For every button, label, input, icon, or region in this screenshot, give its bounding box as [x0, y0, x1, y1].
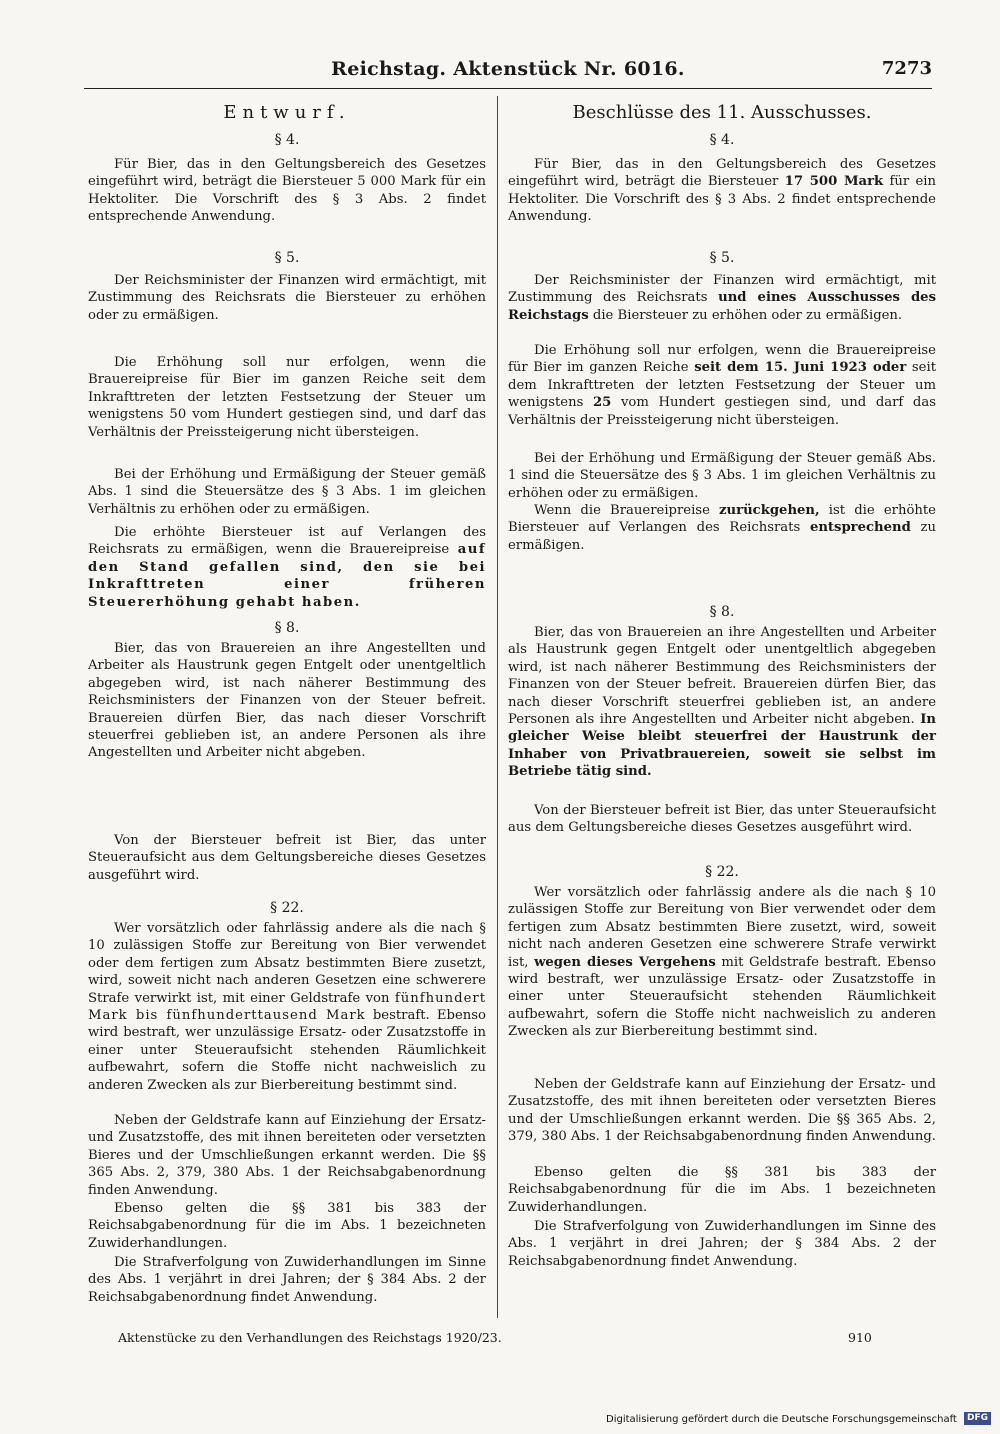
text-run: Wer vorsätzlich oder fahrlässig andere als die nach § 10 zulässigen Stoffe zur Bereitung von Bier verwendet oder dem fertigen zum Absatz bestimmten Biere zusetzt, wird, soweit nicht nach anderen Gesetzen eine schwerere Strafe verwirkt ist,: [508, 885, 936, 970]
text-run: ist die erhöhte Biersteuer auf Verlangen des Reichsrats: [508, 503, 936, 536]
bold-text: seit dem 15. Juni 1923 oder: [694, 360, 907, 376]
sheet-number: 910: [848, 1330, 872, 1345]
text-run: Bier, das von Brauereien an ihre Angestellten und Arbeiter als Haustrunk gegen Entgelt oder unentgeltlich abgegeben wird, ist nach näherer Bestimmung des Reichsministers der Finanzen von der Steuer befreit. Brauereien dürfen Bier, das nach dieser Vorschrift steuerfrei geblieben ist, an andere Personen als ihre Angestellten und Arbeiter nicht abgeben.: [508, 625, 936, 728]
paragraph: Bier, das von Brauereien an ihre Angestellten und Arbeiter als Haustrunk gegen Entgelt oder unentgeltlich abgegeben wird, ist nach näherer Bestimmung des Reichsministers der Finanzen von der Steuer befreit. Brauereien dürfen Bier, das nach dieser Vorschrift steuerfrei geblieben ist, an andere Personen als ihre Angestellten und Arbeiter nicht abgeben.: [88, 641, 486, 761]
text-run: vom Hundert gestiegen sind, und darf das Verhältnis der Preissteigerung nicht übersteigen.: [508, 395, 936, 428]
paragraph: [508, 272, 936, 342]
draft-column: [88, 100, 486, 1306]
bold-text: wegen dieses Vergehens: [534, 954, 716, 970]
text-run: seit dem Inkrafttreten der letzten Festsetzung der Steuer um wenigstens: [508, 360, 936, 411]
running-title: Reichstag. Aktenstück Nr. 6016.: [331, 58, 685, 80]
section-heading: § 22.: [270, 900, 304, 916]
column-title: Entwurf.: [223, 102, 351, 123]
section-heading: § 8.: [274, 620, 300, 636]
column-divider: [497, 96, 498, 1318]
paragraph: Neben der Geldstrafe kann auf Einziehung der Ersatz- und Zusatzstoffe, des mit ihnen bereiteten oder versetzten Bieres und der Umschließungen erkannt werden. Die §§ 365 Abs. 2, 379, 380 Abs. 1 der Reichsabgabenordnung finden Anwendung.: [508, 1077, 936, 1145]
section-heading: § 8.: [709, 604, 735, 620]
section-heading: § 4.: [709, 132, 735, 148]
paragraph: Neben der Geldstrafe kann auf Einziehung der Ersatz- und Zusatzstoffe, des mit ihnen bereiteten oder versetzten Bieres und der Umschließungen erkannt werden. Die §§ 365 Abs. 2, 379, 380 Abs. 1 der Reichsabgabenordnung finden Anwendung.: [88, 1113, 486, 1198]
page-header: [84, 56, 932, 89]
column-title: Beschlüsse des 11. Ausschusses.: [572, 102, 872, 123]
dfg-logo-icon: DFG: [964, 1412, 991, 1425]
text-run: Wenn die Brauereipreise: [534, 503, 720, 518]
text-run: für ein Hektoliter. Die Vorschrift des § 3 Abs. 2 findet entsprechende Anwendung.: [508, 174, 937, 225]
text-run: zu ermäßigen.: [508, 520, 936, 553]
page-number: 7273: [881, 58, 932, 79]
paragraph: [88, 920, 486, 1112]
paragraph: Bei der Erhöhung und Ermäßigung der Steuer gemäß Abs. 1 sind die Steuersätze des § 3 Abs. 1 im gleichen Verhältnis zu erhöhen oder zu ermäßigen.: [508, 451, 936, 501]
paragraph: [508, 156, 936, 250]
paragraph: Von der Biersteuer befreit ist Bier, das unter Steueraufsicht aus dem Geltungsbereiche dieses Gesetzes ausgeführt wird.: [508, 803, 936, 836]
text-run: mit Geldstrafe bestraft. Ebenso wird bestraft, wer unzulässige Ersatz- oder Zusatzstoffe in einer unter Steueraufsicht stehenden Räumlichkeit aufbewahrt, sofern die Stoffe nicht nachweislich zu anderen Zwecken als zur Bierbereitung bestimmt sind.: [508, 954, 936, 1040]
bold-text: und eines Ausschusses des Reichstags: [508, 290, 936, 323]
spaced-text: fünfhundert Mark bis fünfhunderttausend Mark: [88, 990, 486, 1024]
text-run: bestraft. Ebenso wird bestraft, wer unzulässige Ersatz- oder Zusatzstoffe in einer unter Steueraufsicht stehenden Räumlichkeit aufbewahrt, sofern die Stoffe nicht nachweislich zu anderen Zwecken als zur Bierbereitung bestimmt sind.: [88, 1008, 486, 1093]
paragraph: [508, 342, 936, 450]
bold-text: In gleicher Weise bleibt steuerfrei der Haustrunk der Inhaber von Privatbrauereien, soweit sie selbst im Betriebe tätig sind.: [508, 712, 936, 780]
paragraph: [508, 502, 936, 604]
section-heading: § 5.: [709, 250, 735, 266]
paragraph: Die Strafverfolgung von Zuwiderhandlungen im Sinne des Abs. 1 verjährt in drei Jahren; der § 384 Abs. 2 der Reichsabgabenordnung findet Anwendung.: [508, 1219, 936, 1269]
paragraph: Die Erhöhung soll nur erfolgen, wenn die Brauereipreise für Bier im ganzen Reiche seit dem Inkrafttreten der letzten Festsetzung der Steuer um wenigstens 50 vom Hundert gestiegen sind, und darf das Verhältnis der Preissteigerung nicht übersteigen.: [88, 355, 486, 440]
paragraph: Ebenso gelten die §§ 381 bis 383 der Reichsabgabenordnung für die im Abs. 1 bezeichneten Zuwiderhandlungen.: [508, 1165, 936, 1215]
text-run: Wer vorsätzlich oder fahrlässig andere als die nach § 10 zulässigen Stoffe zur Bereitung von Bier verwendet oder dem fertigen zum Absatz bestimmten Biere zusetzt, wird, soweit nicht nach anderen Gesetzen eine schwerere Strafe verwirkt ist, mit einer Geldstrafe von: [88, 921, 486, 1006]
paragraph: Bei der Erhöhung und Ermäßigung der Steuer gemäß Abs. 1 sind die Steuersätze des § 3 Abs. 1 im gleichen Verhältnis zu erhöhen oder zu ermäßigen.: [88, 467, 486, 517]
committee-column: [508, 100, 936, 1270]
paragraph: Ebenso gelten die §§ 381 bis 383 der Reichsabgabenordnung für die im Abs. 1 bezeichneten Zuwiderhandlungen.: [88, 1201, 486, 1251]
bold-text: entsprechend: [809, 520, 911, 536]
paragraph: [88, 524, 486, 620]
paragraph: Von der Biersteuer befreit ist Bier, das unter Steueraufsicht aus dem Geltungsbereiche dieses Gesetzes ausgeführt wird.: [88, 833, 486, 883]
footer-note: Aktenstücke zu den Verhandlungen des Reichstags 1920/23.: [118, 1330, 502, 1345]
text-run: Für Bier, das in den Geltungsbereich des Gesetzes eingeführt wird, beträgt die Biersteuer: [508, 157, 936, 190]
paragraph: Für Bier, das in den Geltungsbereich des Gesetzes eingeführt wird, beträgt die Biersteuer 5 000 Mark für ein Hektoliter. Die Vorschrift des § 3 Abs. 2 findet entsprechende Anwendung.: [88, 157, 486, 225]
bold-text: 17 500 Mark: [784, 174, 884, 190]
text-run: Die erhöhte Biersteuer ist auf Verlangen des Reichsrats zu ermäßigen, wenn die Brauereipreise: [88, 525, 486, 558]
bold-text: 25: [592, 395, 612, 411]
text-run: Der Reichsminister der Finanzen wird ermächtigt, mit Zustimmung des Reichsrats: [508, 273, 936, 306]
emphasis-text: auf den Stand gefallen sind, den sie bei Inkrafttreten einer früheren Steuererhöhung gehabt haben.: [88, 542, 486, 610]
section-heading: § 22.: [705, 864, 739, 880]
paragraph: [508, 624, 936, 802]
text-run: Die Erhöhung soll nur erfolgen, wenn die Brauereipreise für Bier im ganzen Reiche: [508, 343, 936, 376]
paragraph: Der Reichsminister der Finanzen wird ermächtigt, mit Zustimmung des Reichsrats die Biersteuer zu erhöhen oder zu ermäßigen.: [88, 273, 486, 323]
section-heading: § 4.: [274, 132, 300, 148]
text-run: die Biersteuer zu erhöhen oder zu ermäßigen.: [588, 307, 903, 323]
bold-text: zurückgehen,: [719, 503, 820, 518]
digitization-credit: Digitalisierung gefördert durch die Deutsche Forschungsgemeinschaft: [606, 1414, 957, 1425]
paragraph: Die Strafverfolgung von Zuwiderhandlungen im Sinne des Abs. 1 verjährt in drei Jahren; der § 384 Abs. 2 der Reichsabgabenordnung findet Anwendung.: [88, 1255, 486, 1305]
paragraph: [508, 884, 936, 1076]
section-heading: § 5.: [274, 250, 300, 266]
